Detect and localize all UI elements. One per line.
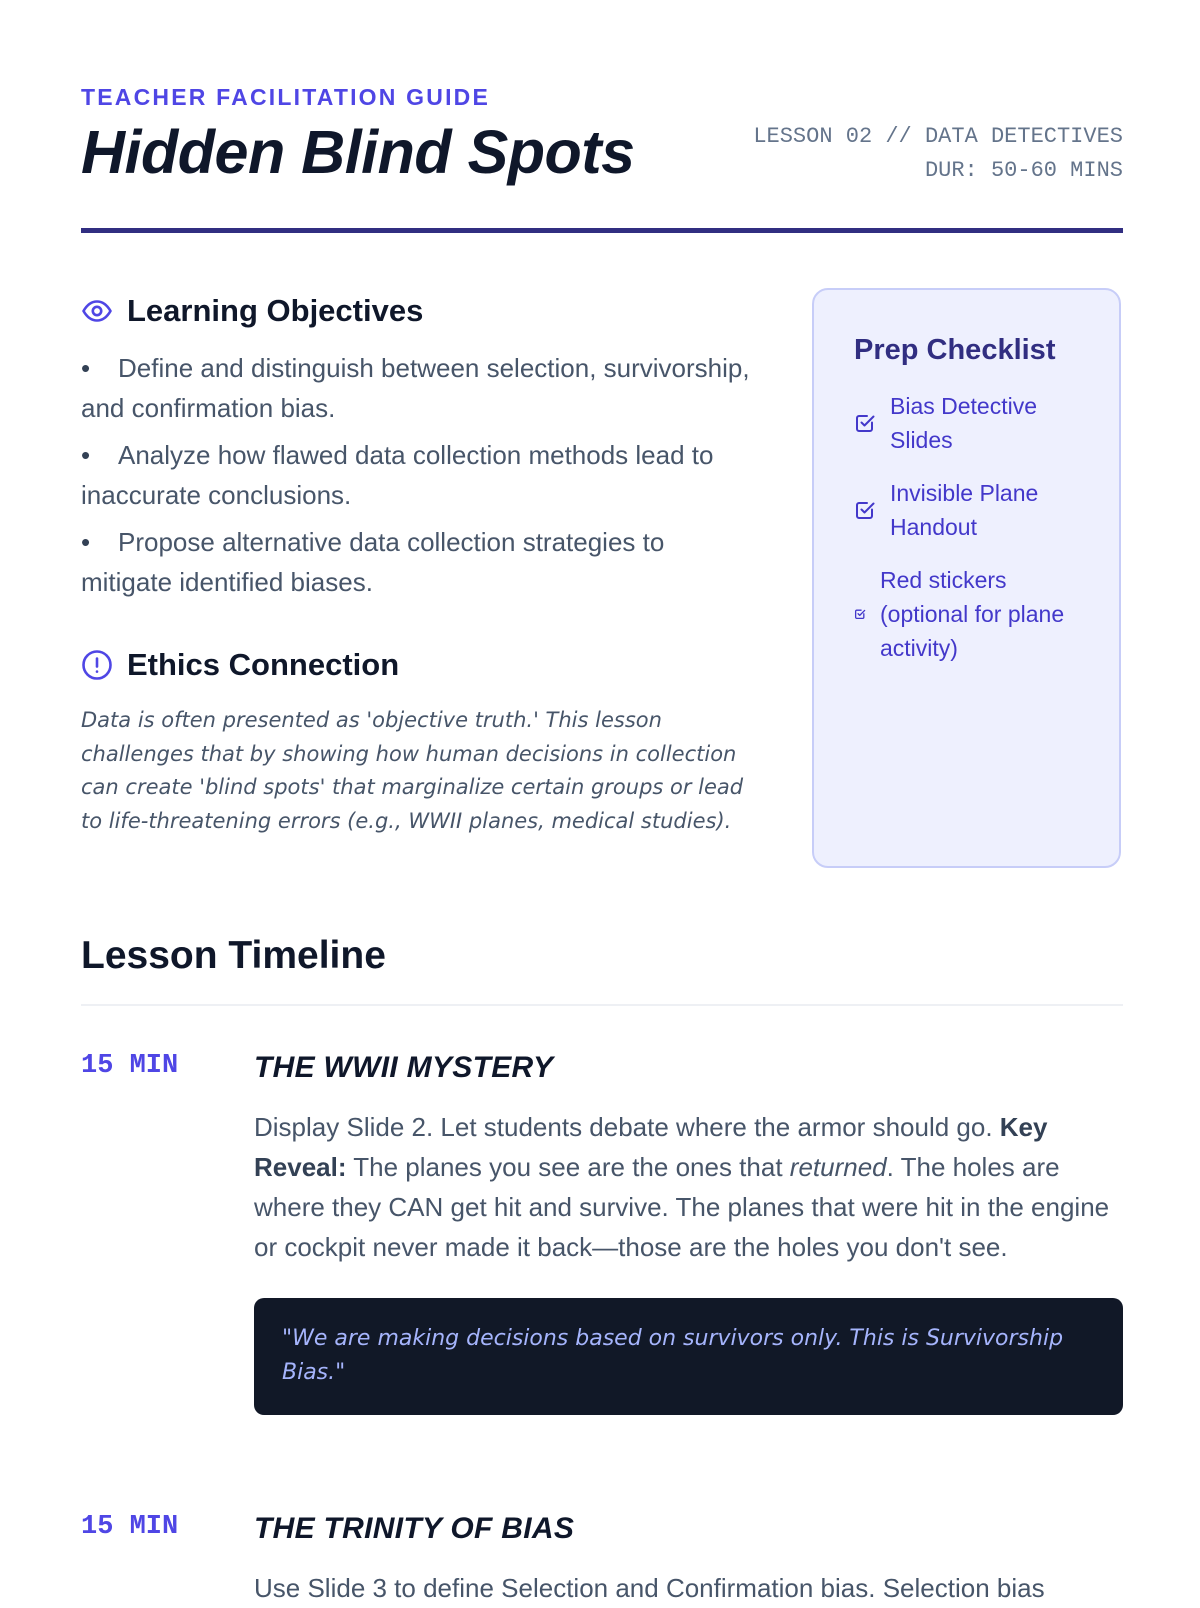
timeline-body xyxy=(254,1051,1123,1415)
checklist-item[interactable] xyxy=(854,563,1081,665)
list-item: • Analyze how flawed data collection methods lead to inaccurate conclusions. xyxy=(81,440,714,510)
lesson-meta xyxy=(753,120,1123,188)
duration-label: DUR: 50-60 MINS xyxy=(924,158,1123,183)
lesson-label: LESSON 02 // DATA DETECTIVES xyxy=(753,124,1123,149)
objectives-list xyxy=(81,348,751,602)
list-item: • Propose alternative data collection strategies to mitigate identified biases. xyxy=(81,527,665,597)
timeline-title: THE TRINITY OF BIAS xyxy=(254,1512,575,1545)
timeline-divider xyxy=(81,1004,1123,1006)
timeline-text: Use Slide 3 to define Selection and Confirmation bias. Selection bias xyxy=(254,1573,1045,1603)
callout-quote: "We are making decisions based on survivors only. This is Survivorship Bias." xyxy=(254,1298,1123,1415)
checklist-item-label: Bias Detective Slides xyxy=(890,393,1038,453)
timeline-duration: 15 MIN xyxy=(81,1512,179,1542)
checklist-item-label: Invisible Plane Handout xyxy=(890,480,1039,540)
prep-heading: Prep Checklist xyxy=(854,334,1056,366)
timeline-title: THE WWII MYSTERY xyxy=(254,1051,554,1084)
checkbox-checked-icon[interactable] xyxy=(854,499,876,521)
page-title: Hidden Blind Spots xyxy=(81,118,635,186)
prep-checklist-panel xyxy=(812,288,1121,868)
objectives-heading: Learning Objectives xyxy=(127,293,424,328)
guide-eyebrow: TEACHER FACILITATION GUIDE xyxy=(81,84,491,110)
ethics-heading: Ethics Connection xyxy=(127,647,400,682)
checkbox-checked-icon[interactable] xyxy=(854,608,866,620)
timeline-duration: 15 MIN xyxy=(81,1051,179,1081)
timeline-text: Display Slide 2. Let students debate where the armor should go. Key Reveal: The planes you see are the ones that returned. The holes are where they CAN get hit and survive. The planes that were hit in the engine or cockpit never made it back—those are the holes you don't see. xyxy=(254,1112,1110,1262)
key-reveal-label: Key Reveal: xyxy=(254,1112,1048,1182)
checklist-item-label: Red stickers (optional for plane activity) xyxy=(880,567,1065,661)
checkbox-checked-icon[interactable] xyxy=(854,412,876,434)
header-divider xyxy=(81,228,1123,233)
checklist-item[interactable] xyxy=(854,476,1081,544)
alert-circle-icon xyxy=(81,649,113,681)
left-column xyxy=(81,288,751,838)
eye-icon xyxy=(81,295,113,327)
list-item: • Define and distinguish between selection, survivorship, and confirmation bias. xyxy=(81,353,750,423)
timeline-heading: Lesson Timeline xyxy=(81,934,386,977)
objectives-heading-row xyxy=(81,288,751,334)
timeline-body xyxy=(254,1512,1123,1608)
ethics-text: Data is often presented as 'objective truth.' This lesson challenges that by showing how human decisions in collection can create 'blind spots' that marginalize certain groups or lead to life-threatening errors (e.g., WWII planes, medical studies). xyxy=(81,708,744,833)
checklist-item[interactable] xyxy=(854,389,1081,457)
ethics-heading-row xyxy=(81,642,751,688)
